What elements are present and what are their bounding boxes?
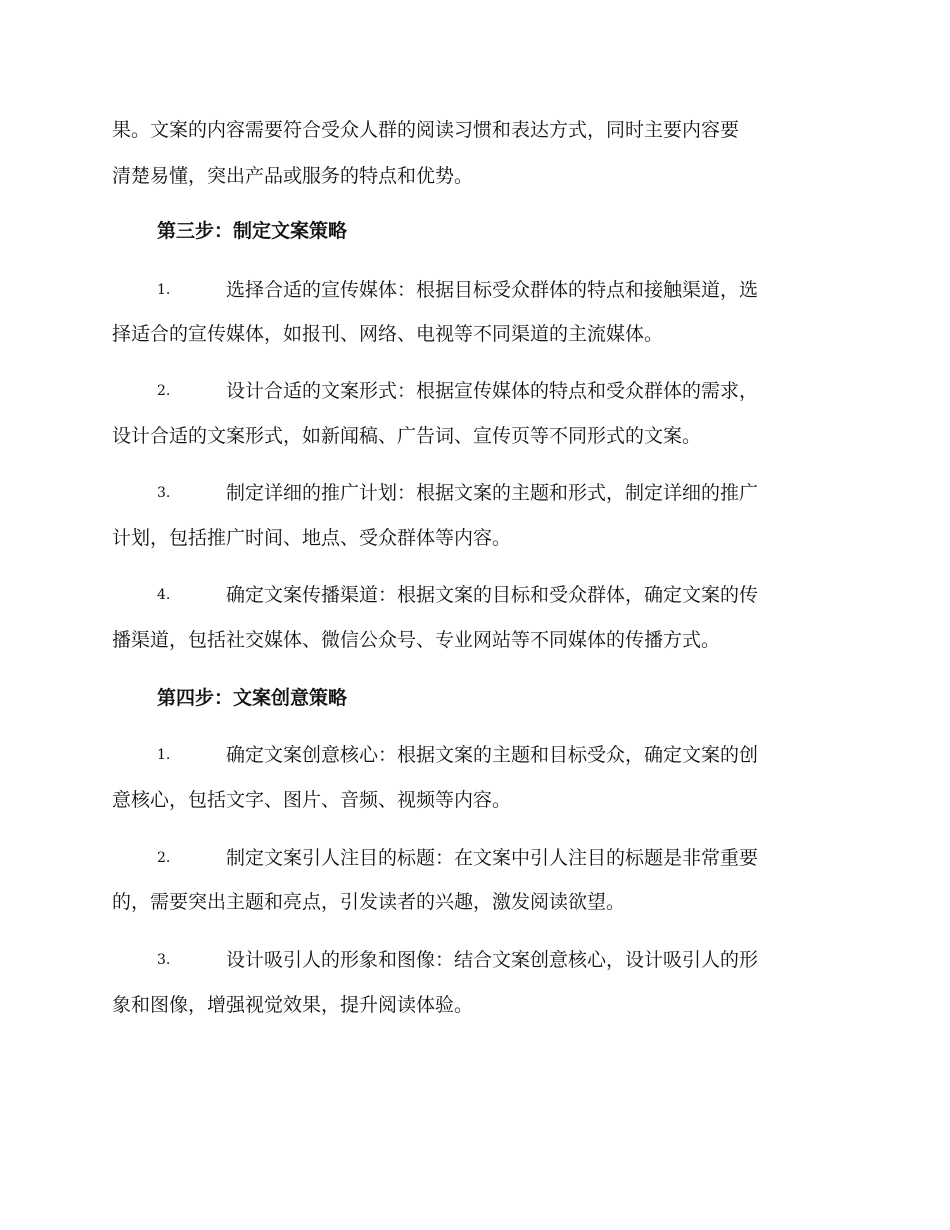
list-item-number: 1. [157,282,171,298]
list-item-line-2: 意核心，包括文字、图片、音频、视频等内容。 [112,789,512,811]
list-item-line-2: 设计合适的文案形式，如新闻稿、广告词、宣传页等不同形式的文案。 [112,425,702,447]
list-item-number: 3. [157,952,171,968]
list-item-line-2: 播渠道，包括社交媒体、微信公众号、专业网站等不同媒体的传播方式。 [112,629,721,651]
list-item-line-1: 设计吸引人的形象和图像：结合文案创意核心，设计吸引人的形 [226,949,759,971]
list-item-line-1: 选择合适的宣传媒体：根据目标受众群体的特点和接触渠道，选 [226,279,759,301]
list-item-number: 2. [157,850,171,866]
list-item-line-2: 择适合的宣传媒体，如报刊、网络、电视等不同渠道的主流媒体。 [112,323,664,345]
list-item-number: 4. [157,587,171,603]
list-item-line-2: 的，需要突出主题和亮点，引发读者的兴趣，激发阅读欲望。 [112,891,626,913]
list-item-line-2: 象和图像，增强视觉效果，提升阅读体验。 [112,994,474,1016]
list-item-line-1: 确定文案传播渠道：根据文案的目标和受众群体，确定文案的传 [226,584,759,606]
list-item-number: 1. [157,747,171,763]
intro-line-2: 清楚易懂，突出产品或服务的特点和优势。 [112,165,474,187]
section-3-heading: 第三步：制定文案策略 [157,220,348,242]
section-4-heading: 第四步：文案创意策略 [157,687,348,709]
list-item-line-1: 制定详细的推广计划：根据文案的主题和形式，制定详细的推广 [226,482,759,504]
list-item-number: 3. [157,485,171,501]
list-item-line-1: 制定文案引人注目的标题：在文案中引人注目的标题是非常重要 [226,847,759,869]
list-item-line-2: 计划，包括推广时间、地点、受众群体等内容。 [112,527,512,549]
list-item-line-1: 确定文案创意核心：根据文案的主题和目标受众，确定文案的创 [226,744,759,766]
intro-line-1: 果。文案的内容需要符合受众人群的阅读习惯和表达方式，同时主要内容要 [112,119,740,141]
list-item-line-1: 设计合适的文案形式：根据宣传媒体的特点和受众群体的需求， [226,380,759,402]
list-item-number: 2. [157,383,171,399]
